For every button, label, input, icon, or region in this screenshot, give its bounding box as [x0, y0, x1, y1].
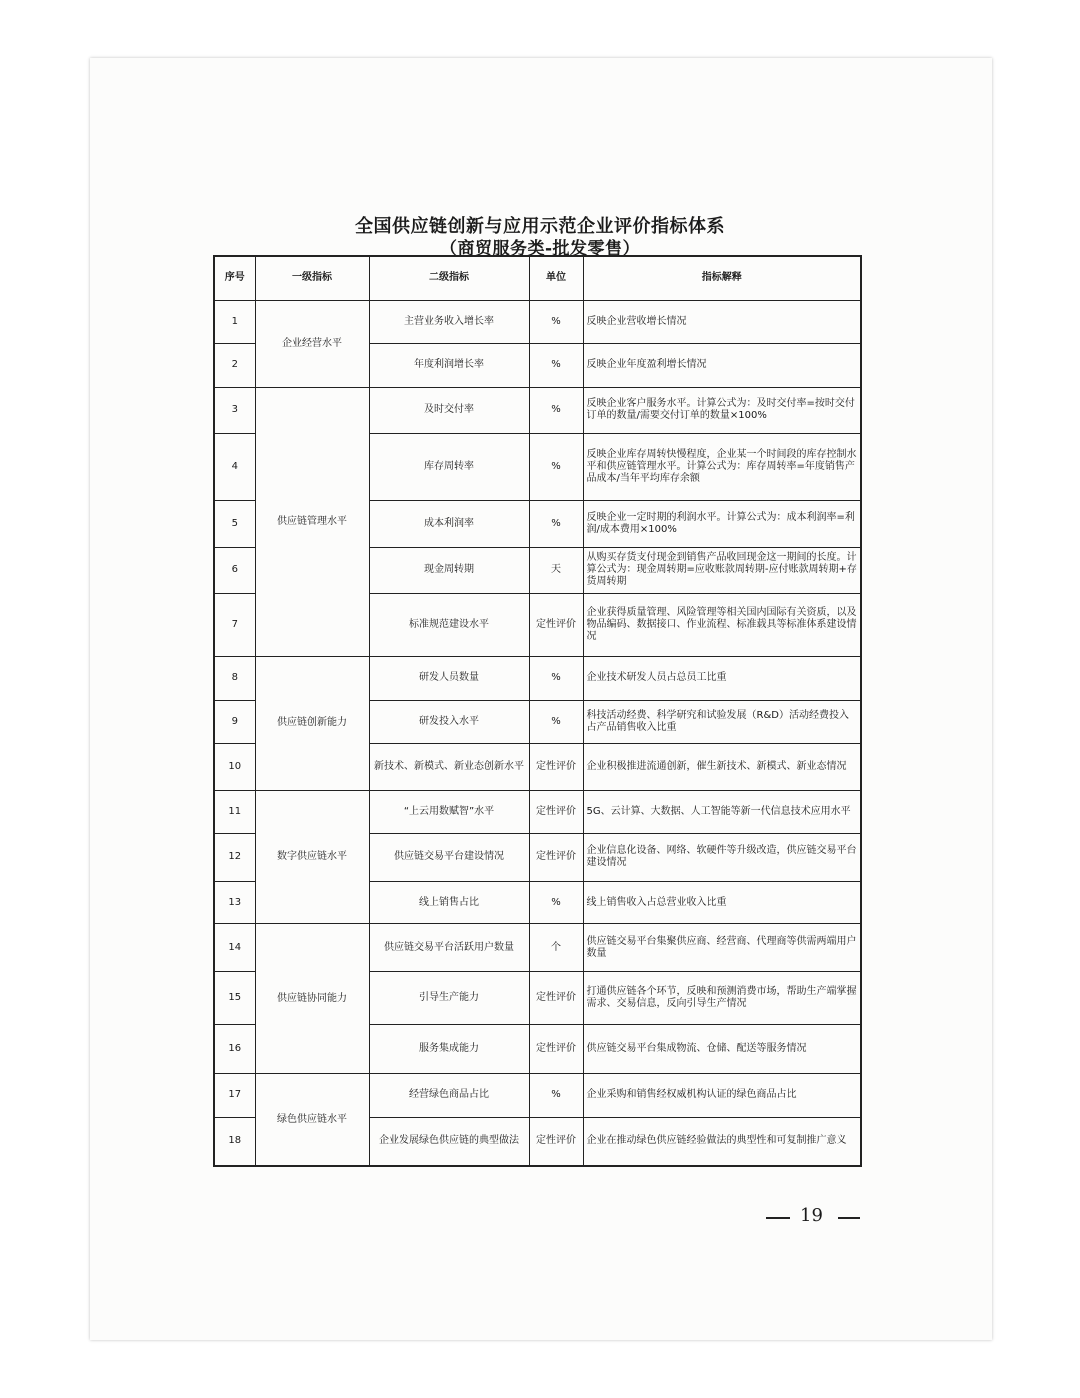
table-row [214, 790, 861, 834]
level2-indicator: 库存周转率 [369, 434, 529, 501]
indicator-explanation: 从购买存货支付现金到销售产品收回现金这一期间的长度。计算公式为：现金周转期=应收账款周转期-应付账款周转期+存货周转期 [583, 547, 861, 594]
row-number: 6 [214, 547, 255, 594]
level2-indicator: 研发投入水平 [369, 700, 529, 744]
level2-indicator: 现金周转期 [369, 547, 529, 594]
row-number: 14 [214, 924, 255, 972]
level2-indicator: 新技术、新模式、新业态创新水平 [369, 744, 529, 791]
row-number: 2 [214, 344, 255, 388]
level1-indicator: 绿色供应链水平 [255, 1074, 369, 1166]
level2-indicator: 年度利润增长率 [369, 344, 529, 388]
unit-cell: 定性评价 [529, 971, 583, 1024]
indicator-explanation: 反映企业年度盈利增长情况 [583, 344, 861, 388]
row-number: 16 [214, 1024, 255, 1074]
unit-cell: 定性评价 [529, 744, 583, 791]
indicator-explanation: 企业技术研发人员占总员工比重 [583, 656, 861, 700]
table-row [214, 924, 861, 972]
unit-cell: % [529, 700, 583, 744]
page-number-dash-right [838, 1217, 860, 1219]
indicator-explanation: 企业在推动绿色供应链经验做法的典型性和可复制推广意义 [583, 1117, 861, 1166]
unit-cell: 个 [529, 924, 583, 972]
level2-indicator: 标准规范建设水平 [369, 594, 529, 657]
row-number: 8 [214, 656, 255, 700]
table-row [214, 1074, 861, 1118]
level1-indicator: 供应链协同能力 [255, 924, 369, 1074]
page-number-value: 19 [800, 1205, 823, 1226]
row-number: 12 [214, 834, 255, 882]
unit-cell: % [529, 300, 583, 344]
level2-indicator: 研发人员数量 [369, 656, 529, 700]
level2-indicator: 企业发展绿色供应链的典型做法 [369, 1117, 529, 1166]
table-header-row [214, 256, 861, 300]
unit-cell: 定性评价 [529, 790, 583, 834]
level1-indicator: 数字供应链水平 [255, 790, 369, 924]
row-number: 5 [214, 501, 255, 548]
indicator-explanation: 企业获得质量管理、风险管理等相关国内国际有关资质，以及物品编码、数据接口、作业流程、标准载具等标准体系建设情况 [583, 594, 861, 657]
row-number: 15 [214, 971, 255, 1024]
document-title: 全国供应链创新与应用示范企业评价指标体系 [355, 216, 725, 237]
row-number: 1 [214, 300, 255, 344]
row-number: 3 [214, 387, 255, 434]
indicator-explanation: 反映企业营收增长情况 [583, 300, 861, 344]
indicator-table [213, 255, 862, 1167]
level2-indicator: “上云用数赋智”水平 [369, 790, 529, 834]
level2-indicator: 主营业务收入增长率 [369, 300, 529, 344]
indicator-explanation: 线上销售收入占总营业收入比重 [583, 881, 861, 924]
level2-indicator: 成本利润率 [369, 501, 529, 548]
header-unit: 单位 [529, 256, 583, 300]
header-level1: 一级指标 [255, 256, 369, 300]
unit-cell: % [529, 501, 583, 548]
row-number: 11 [214, 790, 255, 834]
indicator-explanation: 反映企业一定时期的利润水平。计算公式为：成本利润率=利润/成本费用×100% [583, 501, 861, 548]
level2-indicator: 引导生产能力 [369, 971, 529, 1024]
unit-cell: 定性评价 [529, 834, 583, 882]
page-number-dash-left [766, 1217, 790, 1219]
unit-cell: % [529, 881, 583, 924]
level1-indicator: 供应链管理水平 [255, 387, 369, 656]
indicator-explanation: 打通供应链各个环节，反映和预测消费市场，帮助生产端掌握需求、交易信息，反向引导生产情况 [583, 971, 861, 1024]
row-number: 9 [214, 700, 255, 744]
level2-indicator: 线上销售占比 [369, 881, 529, 924]
header-no: 序号 [214, 256, 255, 300]
indicator-explanation: 企业采购和销售经权威机构认证的绿色商品占比 [583, 1074, 861, 1118]
table-row [214, 656, 861, 700]
level2-indicator: 及时交付率 [369, 387, 529, 434]
row-number: 4 [214, 434, 255, 501]
table-row [214, 387, 861, 434]
table-row [214, 300, 861, 344]
indicator-explanation: 企业信息化设备、网络、软硬件等升级改造，供应链交易平台建设情况 [583, 834, 861, 882]
unit-cell: 定性评价 [529, 1117, 583, 1166]
level2-indicator: 供应链交易平台活跃用户数量 [369, 924, 529, 972]
row-number: 13 [214, 881, 255, 924]
level2-indicator: 供应链交易平台建设情况 [369, 834, 529, 882]
row-number: 17 [214, 1074, 255, 1118]
row-number: 7 [214, 594, 255, 657]
level2-indicator: 服务集成能力 [369, 1024, 529, 1074]
table-body [214, 300, 861, 1166]
indicator-explanation: 企业积极推进流通创新，催生新技术、新模式、新业态情况 [583, 744, 861, 791]
indicator-explanation: 反映企业客户服务水平。计算公式为：及时交付率=按时交付订单的数量/需要交付订单的数量×100% [583, 387, 861, 434]
indicator-explanation: 5G、云计算、大数据、人工智能等新一代信息技术应用水平 [583, 790, 861, 834]
level1-indicator: 供应链创新能力 [255, 656, 369, 790]
unit-cell: % [529, 344, 583, 388]
level1-indicator: 企业经营水平 [255, 300, 369, 387]
unit-cell: % [529, 1074, 583, 1118]
unit-cell: 定性评价 [529, 1024, 583, 1074]
unit-cell: % [529, 656, 583, 700]
header-explanation: 指标解释 [583, 256, 861, 300]
row-number: 18 [214, 1117, 255, 1166]
unit-cell: 定性评价 [529, 594, 583, 657]
unit-cell: 天 [529, 547, 583, 594]
indicator-explanation: 供应链交易平台集成物流、仓储、配送等服务情况 [583, 1024, 861, 1074]
row-number: 10 [214, 744, 255, 791]
header-level2: 二级指标 [369, 256, 529, 300]
document-subtitle: （商贸服务类-批发零售） [439, 239, 641, 259]
indicator-explanation: 科技活动经费、科学研究和试验发展（R&D）活动经费投入占产品销售收入比重 [583, 700, 861, 744]
unit-cell: % [529, 434, 583, 501]
level2-indicator: 经营绿色商品占比 [369, 1074, 529, 1118]
indicator-explanation: 供应链交易平台集聚供应商、经营商、代理商等供需两端用户数量 [583, 924, 861, 972]
unit-cell: % [529, 387, 583, 434]
indicator-explanation: 反映企业库存周转快慢程度，企业某一个时间段的库存控制水平和供应链管理水平。计算公式为：库存周转率=年度销售产品成本/当年平均库存余额 [583, 434, 861, 501]
